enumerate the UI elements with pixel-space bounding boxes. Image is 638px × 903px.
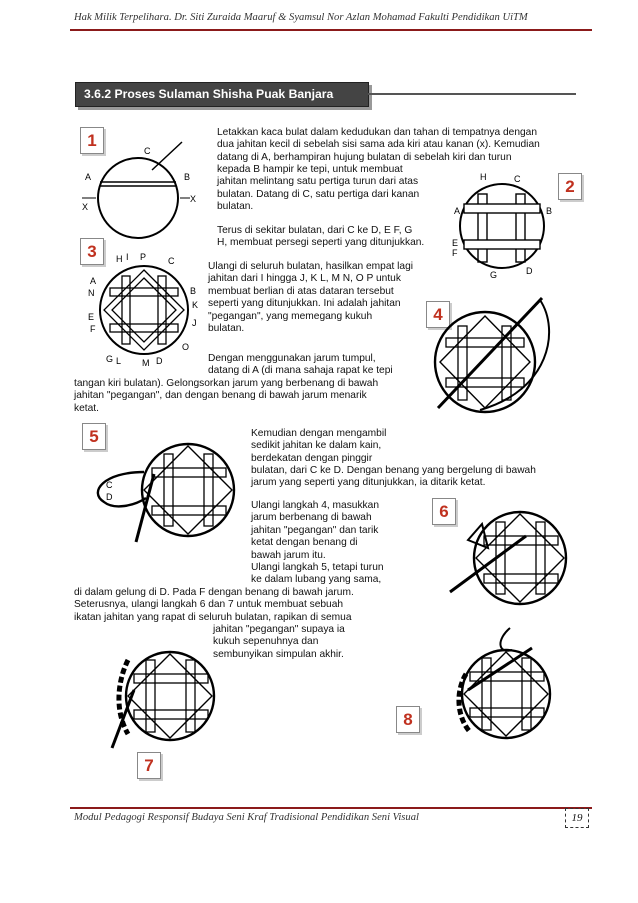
fig3-label-c: C [168,256,175,266]
text-line: berdekatan dengan pinggir [251,452,373,464]
step-number-5: 5 [82,423,106,450]
figure-step-1 [80,140,200,240]
fig2-label-b: B [546,206,553,216]
text-block-step-6 [251,500,391,587]
text-line: ikatan jahitan yang rapat di seluruh bulatan, rapikan di semua [74,611,352,623]
fig5-label-c: C [106,480,113,490]
fig5-label-d: D [106,492,113,502]
fig3-label-p: P [140,252,147,262]
fig3-label-i: I [126,252,129,262]
fig2-label-f: F [452,248,458,258]
text-line: ketat dengan benang di [251,537,358,549]
text-line: ke dalam lubang yang sama, [251,574,382,586]
text-line: sembunyikan simpulan akhir. [213,648,344,660]
text-line: jahitan "pegangan", dan dengan benang di bawah jarum menarik [74,390,367,402]
text-block-step-2 [217,225,445,250]
text-line: jahitan "pegangan" dan tarik [251,524,379,536]
figure-step-4 [420,290,560,415]
figure-step-7 [80,650,230,750]
step-number-8: 8 [396,706,420,733]
fig3-label-a: A [90,276,97,286]
text-line: tangan kiri bulatan). Gelongsorkan jarum yang berbenang di bawah [74,378,379,389]
page-footer: Modul Pedagogi Responsif Budaya Seni Kraf Tradisional Pendidikan Seni Visual [74,812,419,823]
fig3-label-l: L [116,356,122,366]
header-rule [70,29,592,31]
text-line: Terus di sekitar bulatan, dari C ke D, E F, G [217,225,413,236]
step-number-2: 2 [558,173,582,200]
text-line: bawah jarum itu. [251,549,326,561]
text-line: di dalam gelung di D. Pada F dengan benang di bawah jarum. [74,587,354,598]
text-line: sedikit jahitan ke dalam kain, [251,440,382,452]
text-block-step-1-cont [217,164,445,214]
text-line: jarum yang seperti yang ditunjukkan, ia ditarik ketat. [251,477,486,489]
fig3-label-d: D [156,356,163,366]
section-title: 3.6.2 Proses Sulaman Shisha Puak Banjara [84,87,334,101]
section-heading [75,82,369,107]
fig2-label-g: G [490,270,498,280]
fig2-label-e: E [452,238,459,248]
text-line: Kemudian dengan mengambil [251,428,387,439]
step-number-7: 7 [137,752,161,779]
fig1-label-x-left: X [82,202,89,212]
text-line: datang di A, berhampiran hujung bulatan di sebelah kiri dan turun [217,151,512,163]
text-line: bulatan, dari C ke D. Dengan benang yang bergelung di bawah [251,465,536,476]
text-line: Seterusnya, ulangi langkah 6 dan 7 untuk membuat sebuah [74,599,344,611]
text-block-step-5 [251,428,419,465]
step-number-1: 1 [80,127,104,154]
figure-step-5 [84,432,252,550]
fig1-label-b: B [184,172,191,182]
text-line: ketat. [74,402,99,414]
text-block-step-8 [213,624,391,661]
text-line: Ulangi langkah 5, tetapi turun [251,562,384,574]
fig3-label-b: B [190,286,197,296]
fig2-label-h: H [480,172,487,182]
fig3-label-o: O [182,342,190,352]
text-block-step-1 [217,127,560,164]
page-number: 19 [565,808,589,828]
text-line: "pegangan", yang memegang kukuh [208,310,373,322]
text-line: bulatan. [208,323,245,335]
text-line: jahitan "pegangan" supaya ia [213,624,345,635]
step-number-4: 4 [426,301,450,328]
section-rule [368,93,576,95]
figure-step-6 [448,500,578,612]
text-line: kukuh sepenuhnya dan [213,636,319,648]
fig3-label-f: F [90,324,96,334]
step-number-6: 6 [432,498,456,525]
text-line: H, membuat persegi seperti yang ditunjukkan. [217,237,425,249]
text-line: dua jahitan kecil di sebelah sisi sama ada kiri atau kanan (x). Kemudian [217,139,540,151]
text-line: kepada B hampir ke tepi, untuk membuat [217,164,403,175]
text-block-step-7 [74,587,392,624]
footer-rule [70,807,592,809]
text-line: membuat berlian di atas dataran tersebut [208,285,394,297]
page-header: Hak Milik Terpelihara. Dr. Siti Zuraida Maaruf & Syamsul Nor Azlan Mohamad Fakulti Pendidikan UiTM [74,12,528,23]
text-line: bulatan. [217,201,254,213]
fig3-label-g: G [106,354,114,364]
fig3-label-h: H [116,254,123,264]
text-line: datang di A (di mana sahaja rapat ke tepi [208,365,393,377]
figure-step-3 [84,250,202,368]
text-line: Ulangi di seluruh bulatan, hasilkan empat lagi [208,261,414,272]
fig1-label-c: C [144,146,151,156]
fig3-label-m: M [142,358,150,368]
fig2-label-c: C [514,174,521,184]
text-line: seperti yang ditunjukkan. Ini adalah jahitan [208,298,401,310]
text-line: jarum berbenang di bawah [251,512,372,524]
fig3-label-j: J [192,318,197,328]
text-line: jahitan melintang satu pertiga turun dari atas [217,176,419,188]
fig1-label-a: A [85,172,92,182]
text-block-step-4-cont [74,378,418,415]
text-line: bulatan. Datang di C, satu pertiga dari kanan [217,188,420,200]
text-line: Letakkan kaca bulat dalam kedudukan dan tahan di tempatnya dengan [217,127,538,138]
text-block-step-3 [208,261,418,335]
fig2-label-a: A [454,206,461,216]
figure-step-2 [450,170,555,282]
fig2-label-d: D [526,266,533,276]
fig3-label-k: K [192,300,199,310]
text-line: jahitan dari I hingga J, K L, M N, O P untuk [208,273,401,285]
fig3-label-n: N [88,288,95,298]
text-block-step-5-cont [251,465,561,490]
text-line: Dengan menggunakan jarum tumpul, [208,353,376,364]
text-line: Ulangi langkah 4, masukkan [251,500,379,511]
step-number-3: 3 [80,238,104,265]
fig3-label-e: E [88,312,95,322]
figure-step-8 [426,620,576,742]
text-block-step-4 [208,353,418,378]
fig1-label-x-right: X [190,194,197,204]
